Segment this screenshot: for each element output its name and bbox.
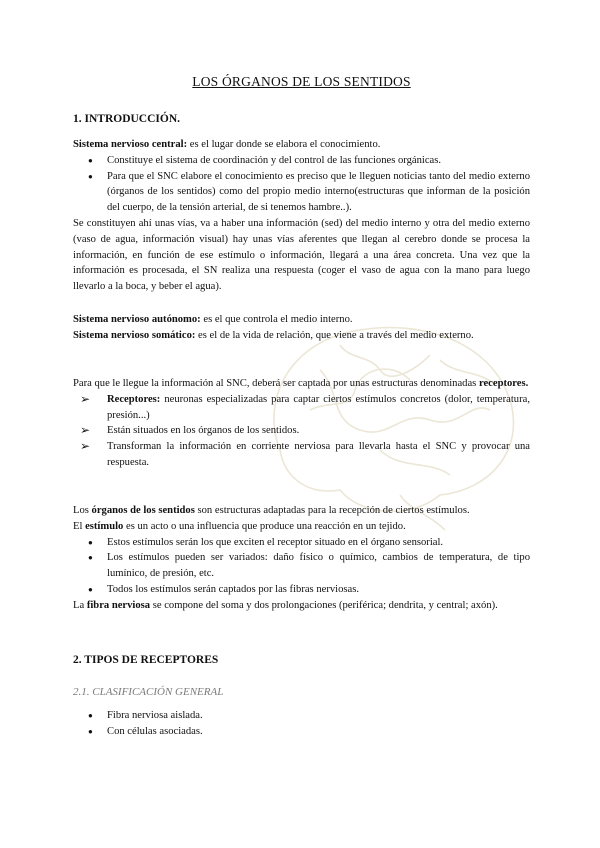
sna-paragraph (73, 312, 530, 328)
receptores-intro: Para que le llegue la información al SNC, deberá ser captada por unas estructuras denominadas (73, 378, 479, 389)
estimulo-term: estímulo (85, 520, 124, 532)
text-span: son estructuras adaptadas para la recepción de ciertos estímulos. (194, 505, 470, 516)
fibra-term: fibra nerviosa (86, 599, 151, 611)
list-item: ● Para que el SNC elabore el conocimiento es preciso que le lleguen noticias tanto del medio externo (órganos de los sentidos) como del propio medio interno(estructuras que informan de la posición del cuerpo, de la tensión arterial, de si tenemos hambre..). (73, 169, 530, 216)
list-item: ➢ Están situados en los órganos de los sentidos. (73, 423, 530, 439)
list-item (73, 392, 530, 424)
sns-definition: es el de la vida de relación, que viene a través del medio externo. (195, 329, 474, 341)
sna-definition: es el que controla el medio interno. (200, 314, 353, 325)
receptores-arrow-list (73, 392, 530, 471)
list-item: ● Estos estímulos serán los que exciten el receptor situado en el órgano sensorial. (73, 535, 530, 551)
section-1-heading: 1. INTRODUCCIÓN. (73, 113, 181, 125)
text-span: El (73, 520, 86, 532)
sna-term: Sistema nervioso autónomo: (73, 314, 201, 325)
intro-bullet-list (73, 153, 530, 216)
snc-paragraph (73, 137, 530, 153)
snc-definition: es el lugar donde se elabora el conocimiento. (187, 139, 381, 150)
list-item: ● Fibra nerviosa aislada. (73, 708, 530, 724)
text-span: se compone del soma y dos prolongaciones (periférica; dendrita, y central; axón). (150, 599, 498, 611)
sns-term: Sistema nervioso somático: (73, 329, 196, 341)
section-2-heading: 2. TIPOS DE RECEPTORES (73, 654, 219, 666)
receptores-paragraph (73, 376, 530, 392)
receptores-item-term: Receptores: (107, 393, 161, 405)
list-item: ● Con células asociadas. (73, 724, 530, 740)
organos-paragraph (73, 503, 530, 519)
page-title: LOS ÓRGANOS DE LOS SENTIDOS (192, 74, 411, 89)
fibra-paragraph (73, 598, 530, 614)
list-item: ● Los estímulos pueden ser variados: daño físico o químico, cambios de temperatura, de tipo lumínico, de presión, etc. (73, 550, 530, 582)
list-item: ➢ Transforman la información en corriente nerviosa para llevarla hasta el SNC y provocar una respuesta. (73, 439, 530, 471)
receptores-item-def: neuronas especializadas para captar ciertos estímulos concretos (dolor, temperatura, presión...) (107, 393, 530, 421)
vias-paragraph: Se constituyen ahí unas vías, va a haber una información (sed) del medio interno y otra del medio externo (vaso de agua, información visual) hay unas vías aferentes que llegan al cerebro donde se procesa la información, en función de ese estímulo o información, llegará a una área concreta. Una vez que la información es procesada, el SN realiza una respuesta (coger el vaso de agua con la mano para luego llevarlo a la boca, y beber el agua). (73, 217, 530, 293)
estimulo-paragraph (73, 519, 530, 535)
subsection-heading: 2.1. CLASIFICACIÓN GENERAL (73, 686, 224, 698)
clasificacion-bullet-list (73, 708, 530, 740)
list-item: ● Constituye el sistema de coordinación y del control de las funciones orgánicas. (73, 153, 530, 169)
snc-term: Sistema nervioso central: (73, 139, 188, 150)
text-span: Los (73, 505, 92, 516)
list-item: ● Todos los estímulos serán captados por las fibras nerviosas. (73, 582, 530, 598)
text-span: La (73, 599, 87, 611)
text-span: es un acto o una influencia que produce una reacción en un tejido. (123, 520, 406, 532)
organos-term: órganos de los sentidos (91, 505, 195, 516)
sns-paragraph (73, 328, 530, 344)
estimulos-bullet-list (73, 535, 530, 598)
receptores-term: receptores. (478, 378, 529, 389)
